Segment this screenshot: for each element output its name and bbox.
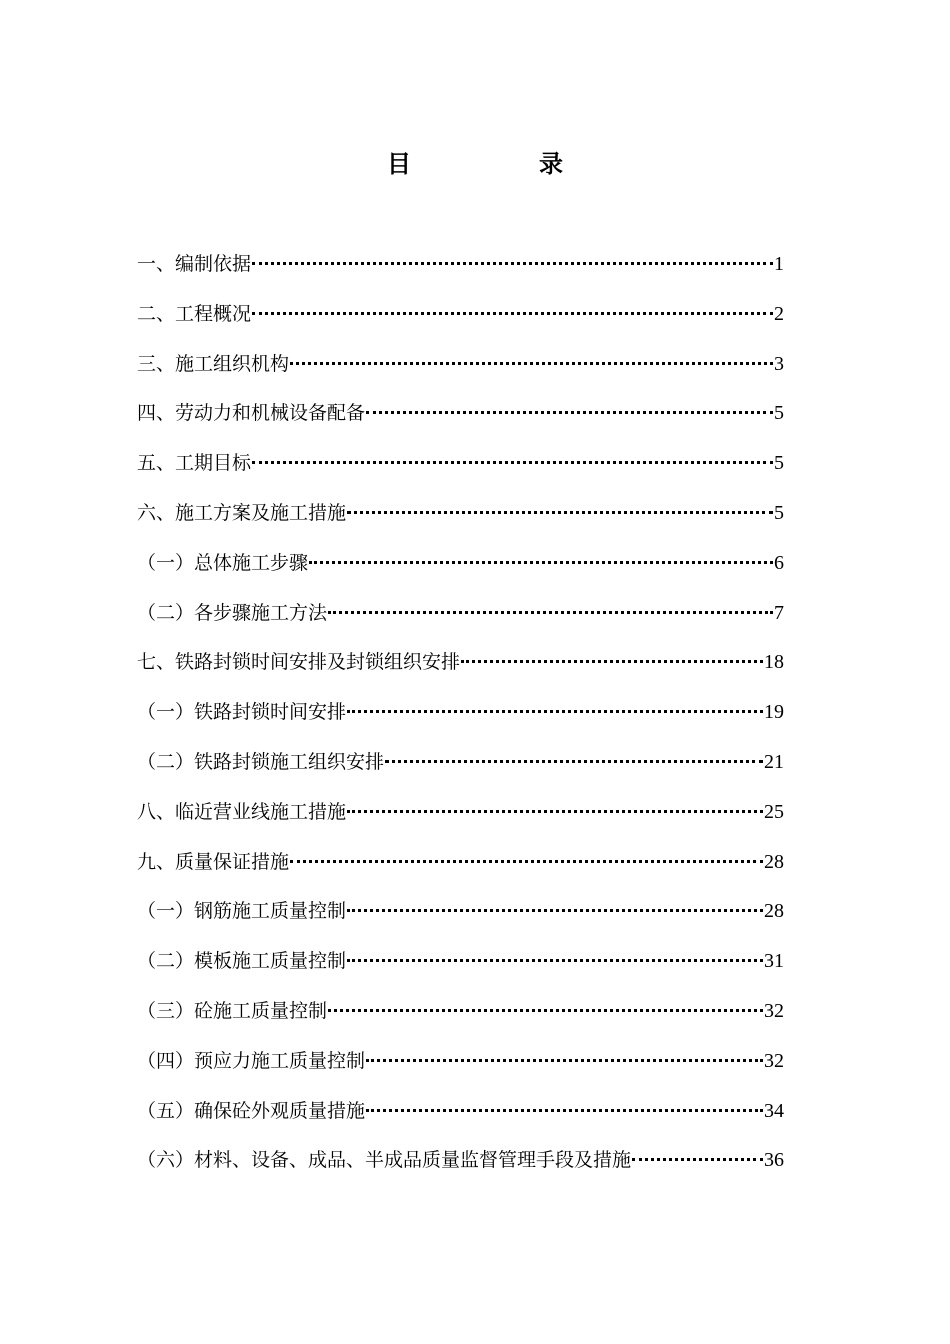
toc-entry[interactable] [137,244,784,294]
toc-entry-page-number: 32 [764,1049,784,1072]
toc-dot-leader [328,1009,763,1012]
toc-entry-page-number: 34 [764,1099,784,1122]
toc-entry-page-number: 32 [764,999,784,1022]
toc-dot-leader [347,959,763,962]
toc-entry-label: 六、施工方案及施工措施 [137,501,347,524]
toc-dot-leader [309,561,773,564]
toc-dot-leader [347,909,763,912]
toc-entry[interactable] [137,593,784,643]
toc-entry[interactable] [137,1140,784,1190]
toc-entry-label: （四）预应力施工质量控制 [137,1049,366,1072]
toc-entry-label: 五、工期目标 [137,452,252,475]
toc-entry-page-number: 19 [764,701,784,724]
toc-entry[interactable] [137,294,784,344]
toc-entry-page-number: 5 [774,402,784,425]
toc-entry-label: （一）铁路封锁时间安排 [137,701,347,724]
toc-dot-leader [632,1158,763,1161]
toc-dot-leader [252,461,773,464]
toc-entry-page-number: 2 [774,302,784,325]
toc-dot-leader [290,860,763,863]
toc-entry-label: （一）总体施工步骤 [137,551,309,574]
toc-entry-label: （二）各步骤施工方法 [137,601,328,624]
toc-dot-leader [366,1109,763,1112]
toc-entry-page-number: 21 [764,750,784,773]
toc-entry-page-number: 25 [764,800,784,823]
toc-entry-page-number: 5 [774,452,784,475]
toc-entry[interactable] [137,792,784,842]
toc-dot-leader [366,411,773,414]
toc-entry[interactable] [137,642,784,692]
toc-dot-leader [461,660,763,663]
toc-entry[interactable] [137,543,784,593]
toc-entry[interactable] [137,891,784,941]
toc-entry[interactable] [137,991,784,1041]
toc-entry-label: （一）钢筋施工质量控制 [137,900,347,923]
toc-dot-leader [347,710,763,713]
toc-entry-page-number: 28 [764,900,784,923]
toc-entry-label: （三）砼施工质量控制 [137,999,328,1022]
toc-entry-label: （五）确保砼外观质量措施 [137,1099,366,1122]
toc-entry-label: （二）铁路封锁施工组织安排 [137,750,385,773]
toc-entry-label: 四、劳动力和机械设备配备 [137,402,366,425]
toc-entry[interactable] [137,344,784,394]
toc-entry-page-number: 31 [764,950,784,973]
toc-entry-page-number: 28 [764,850,784,873]
toc-entry-label: 一、编制依据 [137,253,252,275]
toc-entry-label: 二、工程概况 [137,302,252,325]
toc-entry[interactable] [137,842,784,892]
toc-dot-leader [347,810,763,813]
toc-entry-label: 八、临近营业线施工措施 [137,800,347,823]
toc-entry-label: 三、施工组织机构 [137,352,290,375]
toc-entry-page-number: 36 [764,1149,784,1172]
toc-entry-page-number: 7 [774,601,784,624]
toc-dot-leader [328,611,773,614]
toc-entry[interactable] [137,941,784,991]
toc-entry[interactable] [137,692,784,742]
toc-entry[interactable] [137,1041,784,1091]
toc-entry-page-number: 3 [774,352,784,375]
toc-entry-label: （六）材料、设备、成品、半成品质量监督管理手段及措施 [137,1149,632,1172]
table-of-contents [137,244,784,1190]
toc-entry-page-number: 6 [774,551,784,574]
toc-dot-leader [347,511,773,514]
toc-entry-page-number: 1 [774,253,784,275]
toc-entry-page-number: 5 [774,501,784,524]
toc-entry[interactable] [137,1091,784,1141]
toc-entry-page-number: 18 [764,651,784,674]
toc-dot-leader [252,312,773,315]
toc-entry[interactable] [137,493,784,543]
toc-dot-leader [252,262,773,265]
toc-entry[interactable] [137,443,784,493]
toc-entry[interactable] [137,742,784,792]
toc-entry-label: （二）模板施工质量控制 [137,950,347,973]
toc-entry[interactable] [137,393,784,443]
toc-dot-leader [290,362,773,365]
toc-dot-leader [385,760,763,763]
toc-entry-label: 七、铁路封锁时间安排及封锁组织安排 [137,651,461,674]
toc-dot-leader [366,1059,763,1062]
toc-entry-label: 九、质量保证措施 [137,850,290,873]
toc-title: 目 录 [387,149,615,178]
